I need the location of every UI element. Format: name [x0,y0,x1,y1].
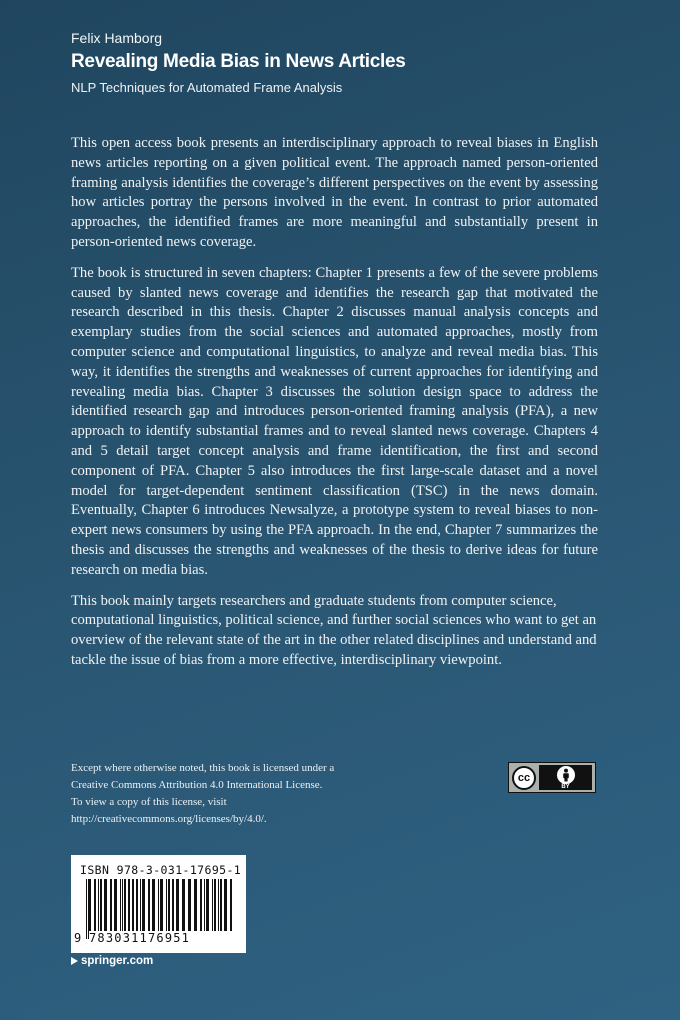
isbn-barcode [71,855,246,953]
book-subtitle: NLP Techniques for Automated Frame Analysis [71,80,343,95]
license-notice [71,760,401,828]
barcode-bar [160,879,163,931]
book-title: Revealing Media Bias in News Articles [71,51,406,72]
barcode-bar [104,879,107,931]
barcode-bar [148,879,150,931]
barcode-bar [100,879,102,931]
barcode-bar [172,879,174,931]
cc-icon: cc [512,766,536,790]
license-line-3: To view a copy of this license, visit [71,796,227,808]
by-label: BY [561,784,570,790]
barcode-bar [86,879,87,939]
abstract [71,134,598,682]
license-url[interactable]: http://creativecommons.org/licenses/by/4.0/. [71,813,267,825]
barcode-bar [166,879,167,931]
barcode-digits: 783031176951 [89,931,239,945]
barcode-bar [194,879,197,931]
barcode-bar [214,879,216,939]
license-line-2: Creative Commons Attribution 4.0 International License. [71,779,323,791]
barcode-bar [206,879,209,931]
barcode-bar [200,879,202,931]
person-icon [557,766,575,784]
barcode-bar [114,879,117,931]
license-line-1: Except where otherwise noted, this book is licensed under a [71,762,335,774]
abstract-paragraph-1: This open access book presents an interdisciplinary approach to reveal biases in English news articles reporting on a given political event. The approach named person-oriented framing analysis identifies the coverage’s different perspectives on the event by assessing how articles portray the persons involved in the event. In contrast to prior automated approaches, the identified frames are more meaningful and substantially present in person-oriented news coverage. [71,135,598,250]
barcode-bar [120,879,121,931]
barcode-bar [132,879,134,931]
cc-by-license-badge[interactable] [508,762,596,793]
barcode-bar [140,879,141,931]
barcode-bar [136,879,138,931]
barcode-bar [218,879,219,939]
barcode-bar [128,879,130,931]
barcode-bar [110,879,112,931]
publisher-url: springer.com [81,955,154,967]
barcode-bar [176,879,179,931]
barcode-bar [224,879,227,931]
barcode-bar [122,879,123,931]
barcode-bar [168,879,170,931]
barcode-bar [158,879,159,931]
author-name: Felix Hamborg [71,30,163,46]
barcode-bar [124,879,126,931]
barcode-bar [88,879,91,939]
publisher-link[interactable] [71,955,153,967]
abstract-paragraph-3: This book mainly targets researchers and graduate students from computer science, computational linguistics, political science, and further social sciences who want to get an overview of the relevant state of the art in the other related disciplines and understand and tackle the issue of bias from a more effective, interdisciplinary viewpoint. [71,592,597,668]
barcode-bar [220,879,222,931]
abstract-paragraph-2: The book is structured in seven chapters: Chapter 1 presents a few of the severe problems caused by slanted news coverage and identifies the research gap that motivated the research described in this thesis. Chapter 2 discusses manual analysis concepts and exemplary studies from the social sciences and automated approaches, mostly from computer science and computational linguistics, to analyze and reveal media bias. This way, it identifies the strengths and weaknesses of current approaches for identifying and revealing media bias. Chapter 3 discusses the solution design space to address the identified research gap and introduces person-oriented framing analysis (PFA), a new approach to identify substantial frames and to reveal slanted news coverage. Chapters 4 and 5 detail target concept analysis and frame identification, the first and second component of PFA. Chapter 5 also introduces the first large-scale dataset and a novel model for target-dependent sentiment classification (TSC) in the news domain. Eventually, Chapter 6 introduces Newsalyze, a prototype system to reveal biases to non-expert news consumers by using the PFA approach. In the end, Chapter 7 summarizes the thesis and discusses the strengths and weaknesses of the thesis to derive ideas for future research on media bias. [71,264,598,578]
barcode-bar [98,879,99,931]
barcode-bar [188,879,191,931]
barcode-bar [142,879,145,931]
barcode-bar [94,879,96,931]
barcode-bar [204,879,205,931]
isbn-label: ISBN 978-3-031-17695-1 [80,863,242,877]
barcode-icon [86,879,234,939]
by-block [539,765,592,790]
barcode-bar [212,879,213,931]
barcode-bar [182,879,185,931]
arrow-right-icon [71,957,78,965]
barcode-bar [152,879,155,931]
barcode-bar [230,879,232,931]
barcode-first-digit: 9 [74,931,82,945]
